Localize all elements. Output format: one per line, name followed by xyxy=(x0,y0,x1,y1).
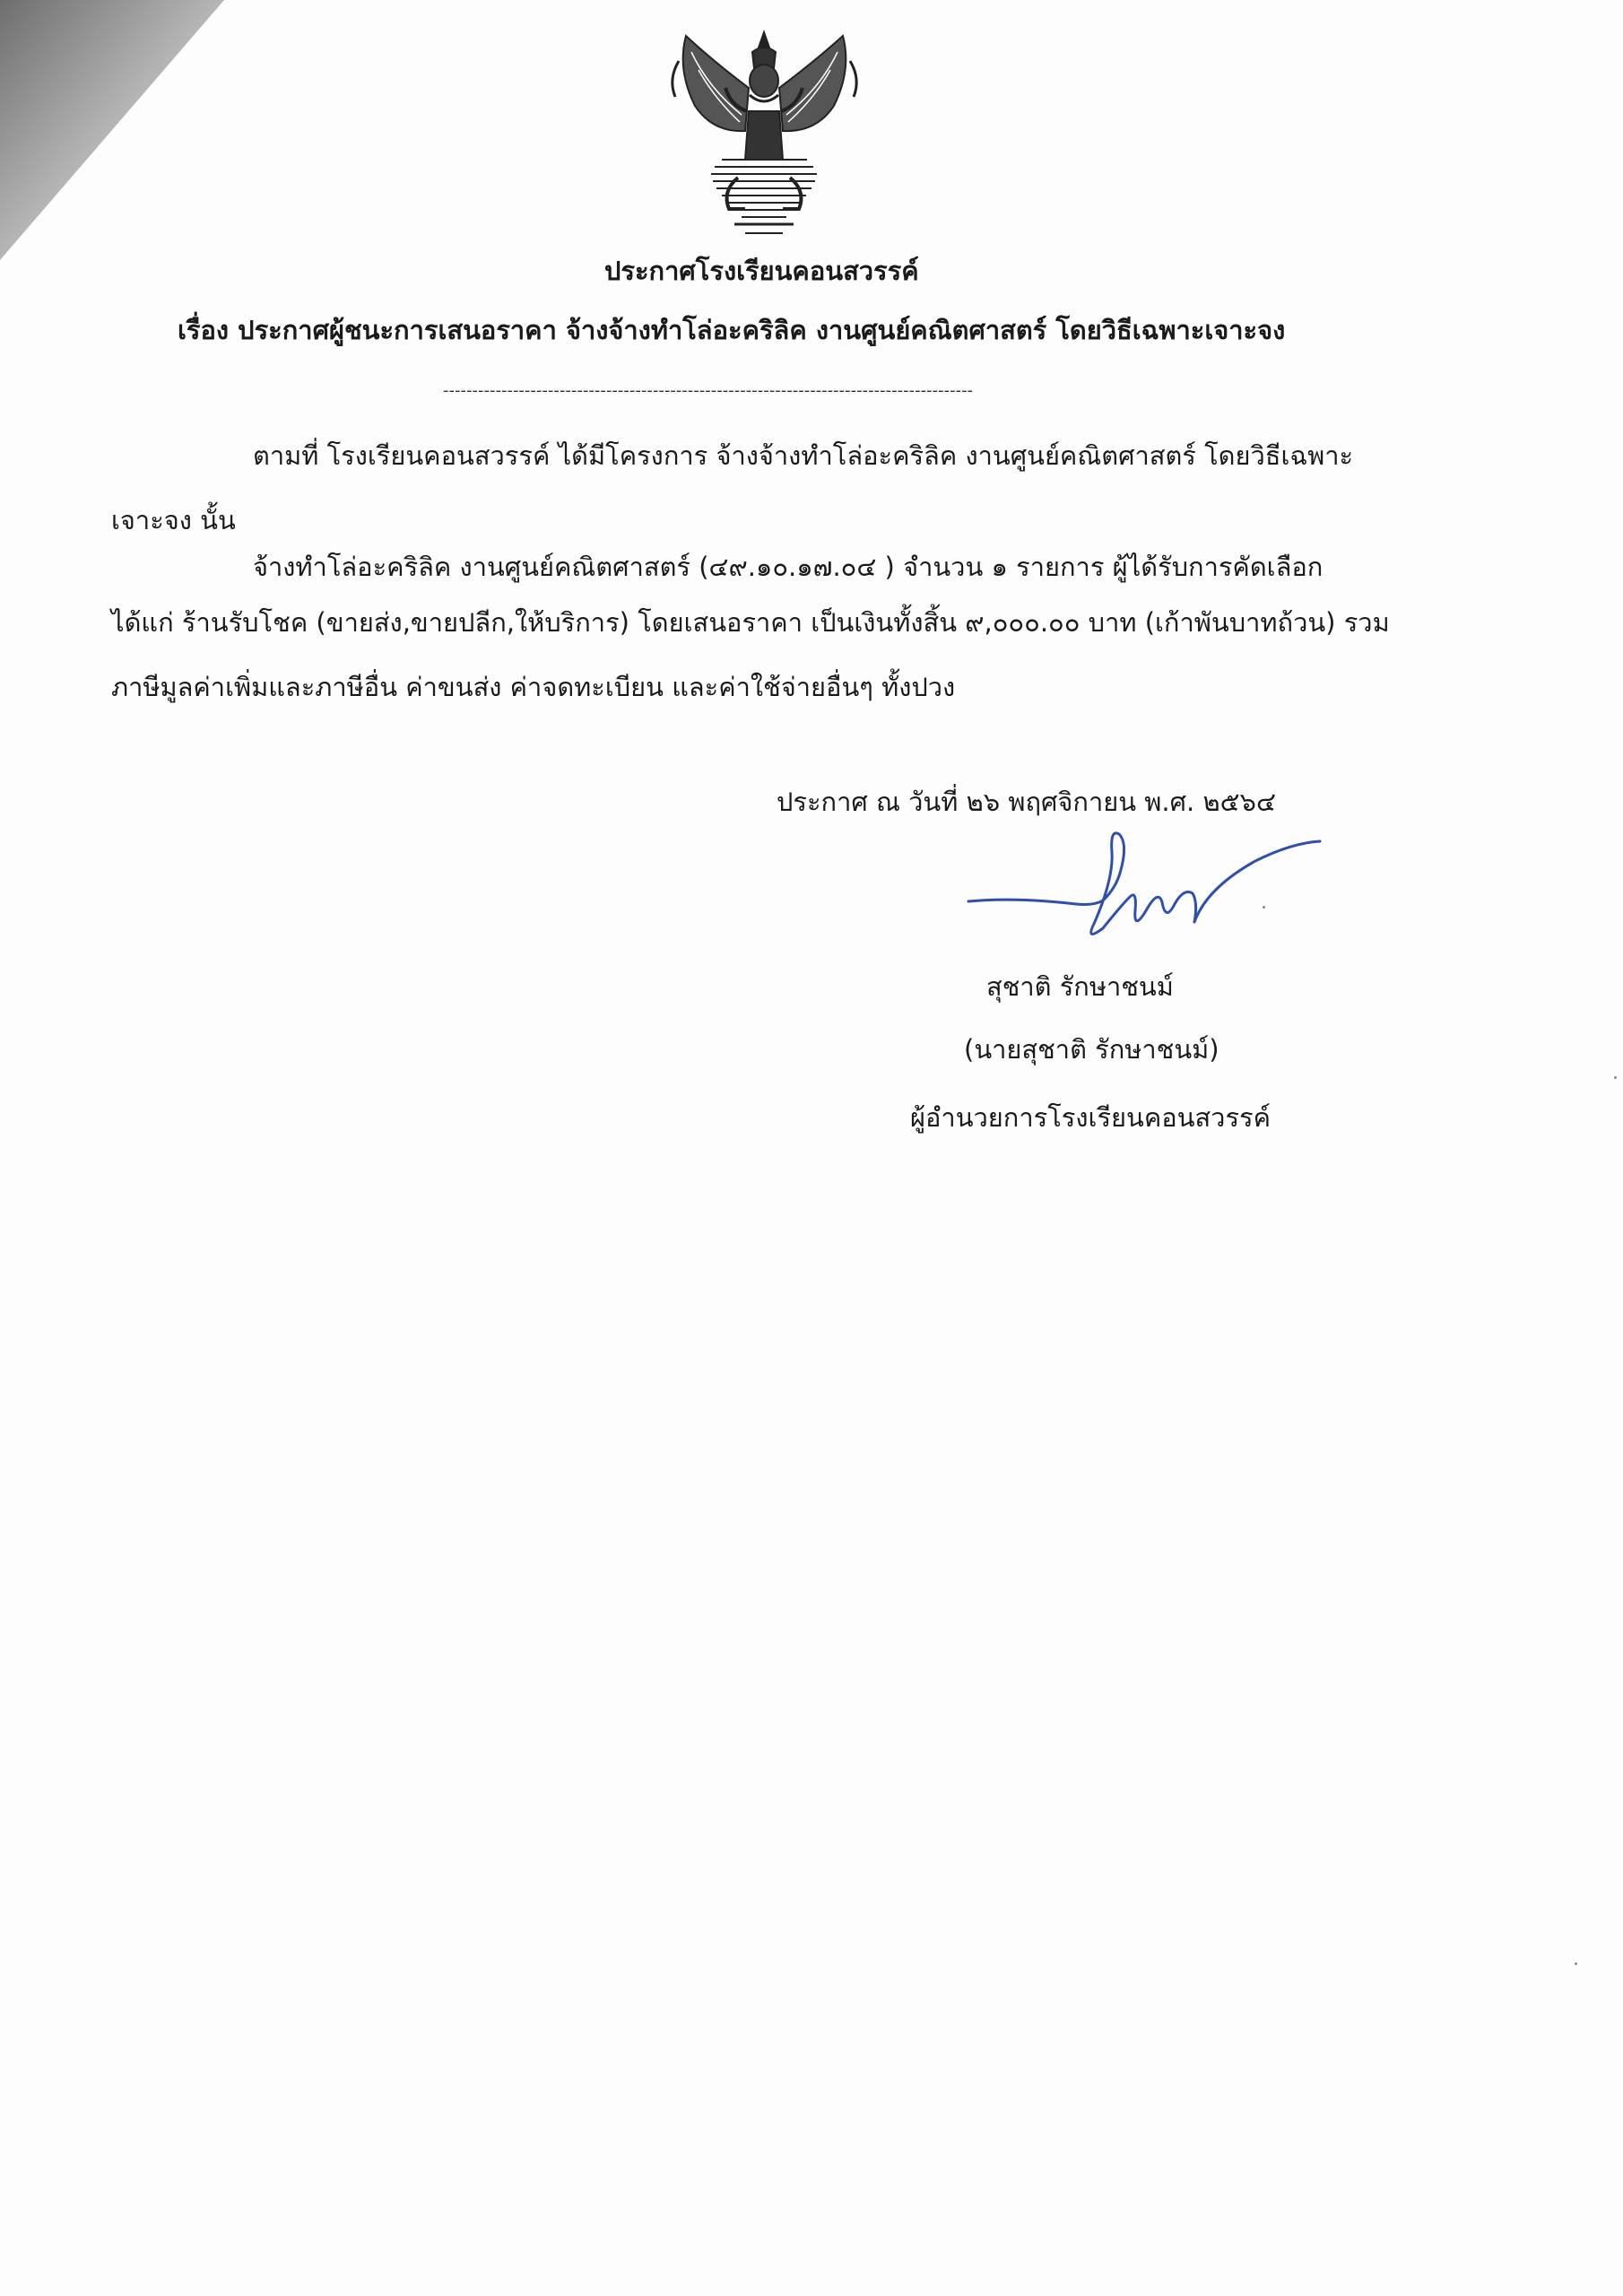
signer-name: สุชาติ รักษาชนม์ xyxy=(986,971,1174,1002)
page-title: ประกาศโรงเรียนคอนสวรรค์ xyxy=(604,256,919,286)
signer-full-name: (นายสุชาติ รักษาชนม์) xyxy=(964,1034,1219,1065)
paragraph-1-line-1: ตามที่ โรงเรียนคอนสวรรค์ ได้มีโครงการ จ้างจ้างทำโล่อะคริลิค งานศูนย์คณิตศาสตร์ โดยวิธีเฉพาะ xyxy=(253,440,1354,471)
subject-line: เรื่อง ประกาศผู้ชนะการเสนอราคา จ้างจ้างทำโล่อะคริลิค งานศูนย์คณิตศาสตร์ โดยวิธีเฉพาะเจาะจง xyxy=(178,315,1286,345)
garuda-emblem-icon xyxy=(659,25,870,240)
paragraph-1-line-2: เจาะจง นั้น xyxy=(111,505,236,535)
scan-speck xyxy=(1575,1962,1577,1965)
paragraph-2-line-1: จ้างทำโล่อะคริลิค งานศูนย์คณิตศาสตร์ (๔๙.๑๐.๑๗.๐๔ ) จำนวน ๑ รายการ ผู้ได้รับการคัดเลือก xyxy=(253,552,1324,582)
scan-speck xyxy=(1614,1076,1617,1079)
announcement-date: ประกาศ ณ วันที่ ๒๖ พฤศจิกายน พ.ศ. ๒๕๖๔ xyxy=(777,787,1276,817)
handwritten-signature xyxy=(959,807,1327,969)
signer-position: ผู้อำนวยการโรงเรียนคอนสวรรค์ xyxy=(910,1102,1271,1133)
separator-line: ------------------------------------------------------------------------------------------- xyxy=(443,381,974,400)
paragraph-2-line-2: ได้แก่ ร้านรับโชค (ขายส่ง,ขายปลีก,ให้บริการ) โดยเสนอราคา เป็นเงินทั้งสิ้น ๙,๐๐๐.๐๐ บาท (เก้าพันบาทถ้วน) รวม xyxy=(111,607,1390,638)
scan-corner-shadow xyxy=(0,0,233,269)
paragraph-2-line-3: ภาษีมูลค่าเพิ่มและภาษีอื่น ค่าขนส่ง ค่าจดทะเบียน และค่าใช้จ่ายอื่นๆ ทั้งปวง xyxy=(111,672,956,702)
scan-speck xyxy=(1263,906,1265,909)
